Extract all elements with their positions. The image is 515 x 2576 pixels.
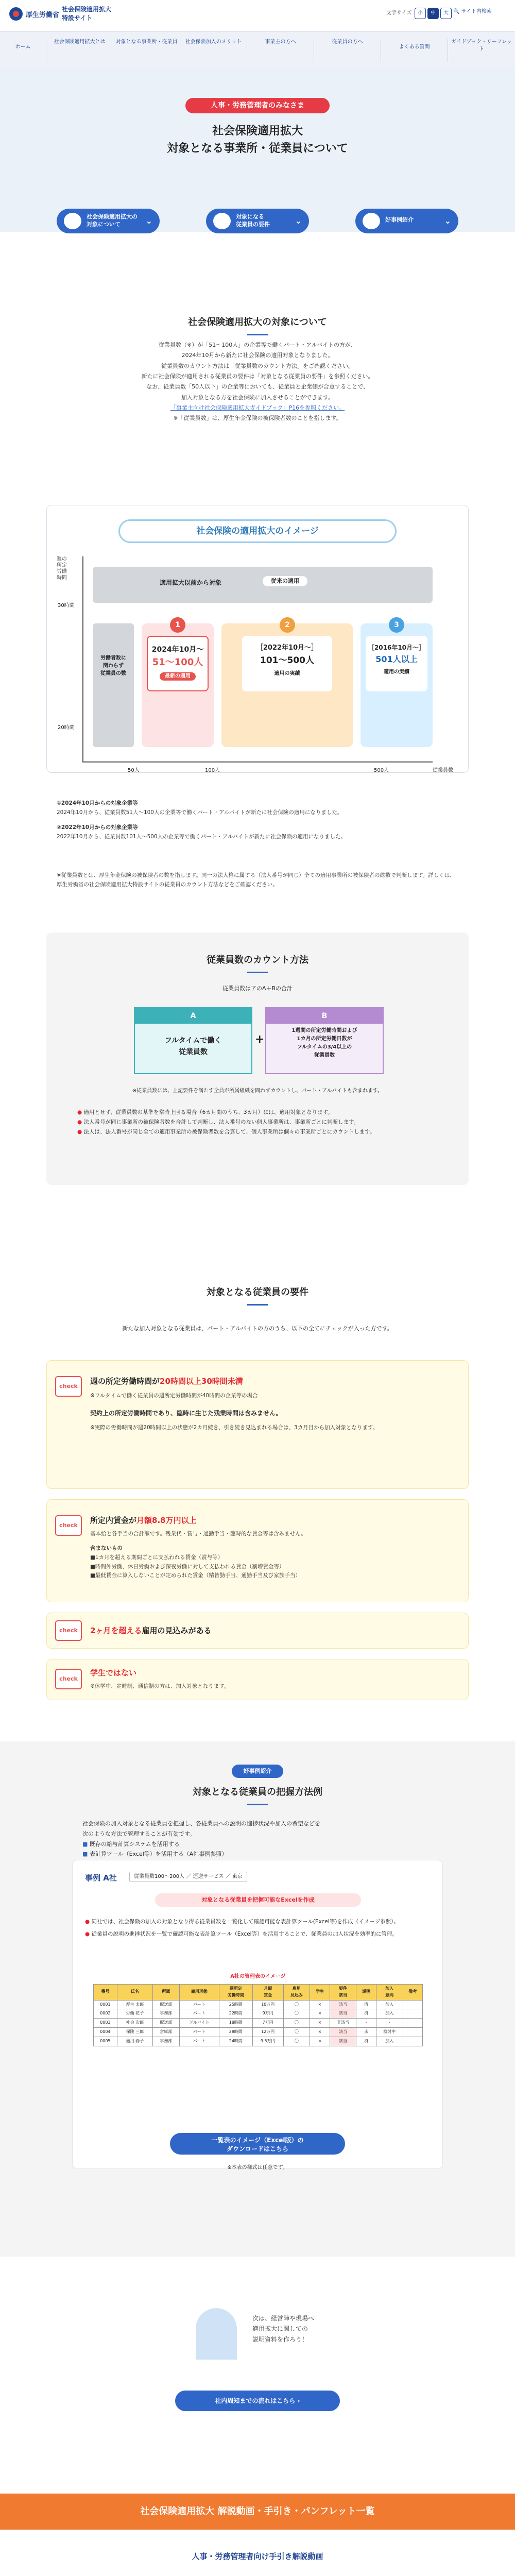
table-cell: 9万円	[252, 2009, 283, 2019]
step-3-number: 3	[389, 617, 404, 633]
case-label: 事例 A社	[85, 1873, 117, 1883]
example-point: ■ 表計算ツール（Excel等）を活用する（A社事例参照）	[82, 1851, 228, 1858]
table-cell: 〇	[283, 2019, 310, 2028]
pre-existing-coverage-bar	[93, 567, 433, 603]
table-cell: 該当	[330, 2009, 356, 2019]
table-cell: 12万円	[252, 2027, 283, 2037]
mhlw-logo-icon[interactable]	[9, 7, 23, 21]
note-heading: ②2022年10月からの対象企業等	[57, 824, 138, 831]
star-icon	[363, 213, 380, 229]
scope-text-line: 2024年10月から新たに社会保険の適用対象となりました。	[181, 352, 334, 359]
step-2-box	[221, 623, 353, 747]
scope-text-line: なお、従業員数「50人以下」の企業等においても、従業員と企業側が合意することで、	[146, 383, 369, 391]
table-row	[94, 2037, 423, 2046]
table-cell: ×	[310, 2019, 330, 2028]
resources-band-title: 社会保険適用拡大 解説動画・手引き・パンフレット一覧	[0, 2494, 515, 2530]
table-cell: 22時間	[219, 2009, 252, 2019]
scope-text-line: 従業員数（※）が「51～100人」の企業等で働くパート・アルバイトの方が、	[159, 342, 356, 348]
requirement-line: ■1カ月を超える期間ごとに支払われる賃金（賞与等）	[90, 1554, 224, 1561]
table-cell: 加入	[376, 2009, 403, 2019]
y-axis-line	[82, 556, 83, 762]
requirement-title: 週の所定労働時間が20時間以上30時間未満	[90, 1377, 243, 1386]
table-cell: 0001	[94, 2000, 117, 2009]
left-gray-box	[93, 623, 134, 747]
table-row	[94, 2019, 423, 2028]
scope-text-line: 従業員数のカウント方法は「従業員数のカウント方法」をご確認ください。	[161, 362, 354, 369]
step-2-period: ［2022年10月～］	[256, 644, 318, 652]
scope-description	[77, 340, 438, 424]
table-row	[94, 2009, 423, 2019]
nav-item-about[interactable]: 社会保険適用拡大とは	[46, 39, 113, 62]
table-cell: 社会 次郎	[117, 2019, 152, 2028]
scope-long-note: ※従業員数とは、厚生年金保険の被保険者の数を指します。同一の法人格に属する（法人番号が同じ）全ての適用事業所の被保険者の総数で判断します。詳しくは、厚生労働省の社会保険適用拡大特設サイトの従業員のカウント方法などをご確認ください。	[57, 872, 455, 888]
check-icon: check	[55, 1620, 82, 1641]
table-cell: アルバイト	[179, 2019, 219, 2028]
page-title-line-1: 社会保険適用拡大	[212, 125, 303, 138]
table-cell: -	[376, 2019, 403, 2028]
step-3-inner	[366, 636, 427, 691]
pre-existing-tag: 従来の適用	[263, 576, 307, 586]
step-1-period: 2024年10月～	[151, 646, 204, 654]
requirement-card-employment	[46, 1613, 469, 1649]
check-icon: check	[55, 1515, 82, 1536]
table-cell: 0003	[94, 2019, 117, 2028]
step-2-inner	[242, 636, 332, 691]
font-size-medium-button[interactable]: 中	[427, 8, 439, 19]
step-3-period: ［2016年10月～］	[368, 644, 425, 651]
example-intro	[82, 1819, 433, 1859]
table-cell	[403, 2027, 422, 2037]
table-cell: ×	[310, 2027, 330, 2037]
requirement-line: ※実際の労働時間が週20時間以上の状態が2カ月続き、引き続き見込まれる場合は、3カ月目から加入対象となります。	[90, 1425, 379, 1431]
table-cell: 保険 三郎	[117, 2027, 152, 2037]
section-title-requirements: 対象となる従業員の要件	[0, 1285, 515, 1300]
requirement-line: 基本給と各手当の合計額です。残業代・賞与・通勤手当・臨時的な賃金等は含みません。	[90, 1531, 306, 1537]
y-tick-30h: 30時間	[58, 603, 75, 608]
count-bullet: ● 法人は、法人番号が同じ全ての適用事業所の被保険者数を合算して、個人事業所は個々の事業所ごとにカウントします。	[77, 1128, 375, 1135]
table-header-cell: 雇用 見込み	[283, 1985, 310, 2001]
note-line: 2024年10月から、従業員数51人～100人の企業等で働くパート・アルバイトが新たに社会保険の適用になりました。	[57, 809, 343, 816]
good-practice-tag: 好事例紹介	[232, 1765, 283, 1778]
count-method-panel	[46, 933, 469, 1185]
table-header-row	[94, 1985, 423, 2001]
left-gray-label: 労働者数に 関わらず 従業員の数	[100, 655, 126, 676]
requirements-intro: 新たな加入対象となる従業員は、パート・アルバイトの方のうち、以下の全てにチェックが入った方です。	[122, 1325, 393, 1332]
nav-item-faq[interactable]: よくある質問	[381, 39, 448, 62]
table-cell: 7万円	[252, 2019, 283, 2028]
font-size-small-button[interactable]: 小	[415, 8, 426, 19]
table-cell: パート	[179, 2037, 219, 2046]
table-cell: 配送部	[153, 2019, 180, 2028]
anchor-link-label: 社会保険適用拡大の 対象について	[87, 213, 138, 228]
requirement-line: ■最低賃金に算入しないことが定められた賃金（精皆勤手当、通勤手当及び家族手当）	[90, 1572, 301, 1579]
case-study-card	[72, 1860, 443, 2169]
table-cell: 該当	[330, 2027, 356, 2037]
table-caption: A社の管理表のイメージ	[230, 1974, 286, 1979]
site-search-label: サイト内検索	[461, 9, 492, 14]
table-cell: 9.5万円	[252, 2037, 283, 2046]
requirement-card-wage	[46, 1499, 469, 1602]
nav-item-employees[interactable]: 従業員の方へ	[314, 39, 381, 62]
table-cell: ×	[310, 2009, 330, 2019]
table-cell: 〇	[283, 2009, 310, 2019]
table-header-cell: 週所定 労働時間	[219, 1985, 252, 2001]
pre-existing-label: 適用拡大以前から対象	[160, 579, 222, 586]
check-icon: check	[55, 1376, 82, 1397]
step-1-range: 51～100人	[152, 657, 203, 668]
requirement-card-student	[46, 1659, 469, 1700]
table-cell: 適用 春子	[117, 2037, 152, 2046]
case-points	[85, 1917, 430, 1939]
step-1-number: 1	[170, 617, 185, 633]
table-cell	[403, 2009, 422, 2019]
table-row	[94, 2027, 423, 2037]
download-excel-button[interactable]	[170, 2133, 345, 2155]
case-tag: 対象となる従業員を把握可能なExcelを作成	[155, 1893, 361, 1907]
x-tick-500: 500人	[374, 768, 389, 773]
cta-text: 次は、経営陣や現場へ 適用拡大に関しての 説明資料を作ろう！	[252, 2315, 315, 2343]
example-intro-line: 社会保険の加入対象となる従業員を把握し、各従業員への説明の進捗状況や加入の希望などを	[82, 1820, 320, 1827]
section-title-example: 対象となる従業員の把握方法例	[0, 1785, 515, 1800]
table-cell: パート	[179, 2000, 219, 2009]
guidebook-link[interactable]: 「事業主向け社会保険適用拡大ガイドブック」P16を参照ください。	[170, 404, 345, 412]
anchor-link-good-practice[interactable]	[355, 209, 458, 233]
table-header-cell: 説明	[356, 1985, 376, 2001]
case-point: ● 従業員の説明の進捗状況を一覧で確認可能な表計算ツール（Excel等）を活用することで、従業員の加入状況を効率的に管理。	[85, 1931, 398, 1938]
table-cell: 事務部	[153, 2037, 180, 2046]
table-cell: 倉庫部	[153, 2027, 180, 2037]
count-bullets	[77, 1108, 438, 1137]
table-header-cell: 雇用形態	[179, 1985, 219, 2001]
y-axis-label: 週の所定労働時間	[57, 556, 67, 581]
requirement-body: ※休学中、定時制、通信制の方は、加入対象となります。	[90, 1683, 230, 1689]
page-title-line-2: 対象となる事業所・従業員について	[167, 142, 348, 156]
person-illustration-icon	[196, 2308, 237, 2360]
table-cell: 該当	[330, 2037, 356, 2046]
scope-footnote: ※「従業員数」は、厚生年金保険の被保険者数のことを指します。	[173, 415, 342, 422]
scope-notes	[57, 799, 458, 842]
requirement-title: 学生ではない	[90, 1668, 137, 1677]
table-header-cell: 所属	[153, 1985, 180, 2001]
button-label: 社内周知までの流れはこちら	[215, 2397, 296, 2404]
requirement-title: 所定内賃金が月額8.8万円以上	[90, 1516, 197, 1525]
anchor-link-label: 対象になる 従業員の要件	[236, 213, 270, 228]
table-cell: 済	[356, 2009, 376, 2019]
count-bullet: ● 適用とせず、従業員数の基準を常時上回る場合（6カ月間のうち、3カ月）には、適用対象となります。	[77, 1109, 333, 1115]
table-cell: パート	[179, 2009, 219, 2019]
download-button-label: 一覧表のイメージ（Excel版）の ダウンロードはこちら	[211, 2137, 304, 2153]
example-point: ■ 既存の給与計算システムを活用する	[82, 1840, 180, 1848]
people-icon	[64, 213, 81, 229]
chevron-right-icon: ›	[297, 2397, 300, 2404]
table-cell: 非該当	[330, 2019, 356, 2028]
site-search-button[interactable]	[453, 8, 505, 20]
table-cell: 〇	[283, 2027, 310, 2037]
step-3-tag: 適用の実績	[384, 669, 409, 675]
internal-announcement-flow-button[interactable]	[175, 2391, 340, 2411]
table-cell: 未	[356, 2027, 376, 2037]
requirement-line: ■時間外労働、休日労働および深夜労働に対して支払われる賃金（割増賃金等）	[90, 1563, 285, 1570]
font-size-label: 文字サイズ	[386, 10, 412, 16]
requirement-card-hours	[46, 1360, 469, 1489]
table-cell: 0004	[94, 2027, 117, 2037]
count-box-a	[134, 1007, 252, 1074]
table-cell: 0002	[94, 2009, 117, 2019]
table-cell	[403, 2000, 422, 2009]
table-row	[94, 2000, 423, 2009]
count-box-a-body: フルタイムで働く 従業員数	[135, 1024, 251, 1073]
nav-item-merits[interactable]: 社会保険加入のメリット	[180, 39, 247, 62]
case-meta: 従業員数100～200人 ／ 運送サービス ／ 東京	[129, 1872, 247, 1882]
table-header-cell: 氏名	[117, 1985, 152, 2001]
chevron-down-icon: ⌄	[145, 216, 152, 226]
table-cell	[403, 2037, 422, 2046]
anchor-link-target-scope[interactable]	[57, 209, 160, 233]
table-cell: 加入	[376, 2000, 403, 2009]
requirement-line: 含まないもの	[90, 1545, 123, 1551]
requirement-title: 2ヶ月を超える雇用の見込みがある	[90, 1626, 212, 1635]
x-axis-label: 従業員数	[433, 768, 453, 773]
scope-text-line: 新たに社会保険が適用される従業員の要件は「対象となる従業員の要件」を参照ください。	[141, 373, 374, 380]
table-cell: 厚生 太郎	[117, 2000, 152, 2009]
employee-management-table	[93, 1984, 423, 2046]
table-cell: 0005	[94, 2037, 117, 2046]
page-title	[0, 123, 515, 158]
count-box-b	[265, 1007, 384, 1074]
step-1-inner	[147, 636, 209, 691]
table-cell: 18時間	[219, 2019, 252, 2028]
table-cell: -	[356, 2019, 376, 2028]
scope-illustration-title: 社会保険の適用拡大のイメージ	[118, 519, 397, 543]
nav-item-guidebook[interactable]: ガイドブック・リーフレット	[451, 39, 512, 52]
step-1-tag: 最新の適用	[160, 672, 196, 681]
y-tick-20h: 20時間	[58, 725, 75, 731]
section-title-scope: 社会保険適用拡大の対象について	[0, 315, 515, 330]
step-2-number: 2	[280, 617, 295, 633]
count-formula: 従業員数はアのA＋Bの合計	[222, 985, 293, 992]
global-nav	[0, 31, 515, 67]
nav-item-targets[interactable]: 対象となる事業所・従業員	[113, 39, 180, 62]
note-heading: ①2024年10月からの対象企業等	[57, 800, 138, 806]
table-cell: 配送部	[153, 2000, 180, 2009]
table-header-cell: 月額 賃金	[252, 1985, 283, 2001]
requirement-body	[90, 1530, 451, 1581]
nav-item-employers[interactable]: 事業主の方へ	[247, 39, 314, 62]
x-axis-line	[82, 761, 433, 762]
step-2-range: 101～500人	[260, 655, 314, 666]
font-size-large-button[interactable]: 大	[440, 8, 452, 19]
table-cell: ×	[310, 2000, 330, 2009]
requirement-body	[90, 1392, 451, 1433]
step-1-box	[142, 623, 214, 747]
table-cell: 該当	[330, 2000, 356, 2009]
plus-icon: +	[255, 1033, 265, 1046]
table-header-cell: 要件 該当	[330, 1985, 356, 2001]
table-cell: 労働 花子	[117, 2009, 152, 2019]
count-note: ※従業員数には、上記要件を満たす全員が所属組織を問わずカウントし、パート・アルバイトも含まれます。	[132, 1088, 383, 1094]
site-header	[0, 0, 515, 31]
table-header-cell: 学生	[310, 1985, 330, 2001]
site-title[interactable]: 社会保険適用拡大 特設サイト	[62, 6, 112, 22]
anchor-link-label: 好事例紹介	[385, 216, 414, 223]
check-icon: check	[55, 1669, 82, 1689]
table-cell: 10万円	[252, 2000, 283, 2009]
table-cell: 28時間	[219, 2027, 252, 2037]
table-cell: 事務部	[153, 2009, 180, 2019]
x-tick-100: 100人	[205, 768, 220, 773]
table-cell: 25時間	[219, 2000, 252, 2009]
table-cell: 済	[356, 2037, 376, 2046]
video-subtitle: 人事・労務管理者向け手引き解説動画	[192, 2552, 323, 2561]
step-2-tag: 適用の実績	[274, 670, 300, 676]
requirement-line: ※フルタイムで働く従業員の週所定労働時間が40時間の企業等の場合	[90, 1393, 258, 1399]
anchor-link-requirements[interactable]	[206, 209, 309, 233]
scope-text-line: 加入対象となる方を社会保険に加入させることができます。	[181, 394, 334, 401]
table-cell: ×	[310, 2037, 330, 2046]
mhlw-logo-text[interactable]: 厚生労働省	[26, 11, 60, 19]
nav-item-home[interactable]: ホーム	[0, 39, 46, 62]
table-cell: 済	[356, 2000, 376, 2009]
section-title-count: 従業員数のカウント方法	[0, 953, 515, 968]
chevron-down-icon: ⌄	[295, 216, 302, 226]
table-cell: 〇	[283, 2000, 310, 2009]
table-header-cell: 加入 意向	[376, 1985, 403, 2001]
checklist-icon	[213, 213, 231, 229]
requirement-line: 契約上の所定労働時間であり、臨時に生じた残業時間は含みません。	[90, 1409, 282, 1417]
count-box-b-head: B	[266, 1008, 383, 1024]
table-cell: 24時間	[219, 2037, 252, 2046]
example-note: ※本表の様式は任意です。	[227, 2165, 288, 2171]
table-cell: 検討中	[376, 2027, 403, 2037]
count-box-b-body: 1週間の所定労働時間および 1カ月の所定労働日数が フルタイムの3/4以上の 従業員数	[266, 1024, 383, 1073]
table-header-cell: 備考	[403, 1985, 422, 2001]
search-icon: 🔍	[453, 9, 460, 14]
hero-audience-tag: 人事・労務管理者のみなさま	[185, 98, 330, 113]
example-intro-line: 次のような方法で管理することが有効です。	[82, 1830, 196, 1837]
case-point: ● 同社では、社会保険の加入の対象となり得る従業員数を一覧化して確認可能な表計算ツール(Excel等)を作成（イメージ参照）。	[85, 1919, 399, 1925]
step-3-box	[360, 623, 433, 747]
count-box-a-head: A	[135, 1008, 251, 1024]
count-bullet: ● 法人番号が同じ事業所の被保険者数を合計して判断し、法人番号のない個人事業所は、事業所ごとに判断します。	[77, 1118, 359, 1125]
table-cell: 加入	[376, 2037, 403, 2046]
note-line: 2022年10月から、従業員数101人～500人の企業等で働くパート・アルバイトが新たに社会保険の適用になりました。	[57, 834, 347, 840]
chevron-down-icon: ⌄	[444, 216, 451, 226]
x-tick-50: 50人	[128, 768, 140, 773]
step-3-range: 501人以上	[375, 654, 418, 665]
table-cell: パート	[179, 2027, 219, 2037]
table-cell: 〇	[283, 2037, 310, 2046]
table-cell	[403, 2019, 422, 2028]
table-header-cell: 番号	[94, 1985, 117, 2001]
